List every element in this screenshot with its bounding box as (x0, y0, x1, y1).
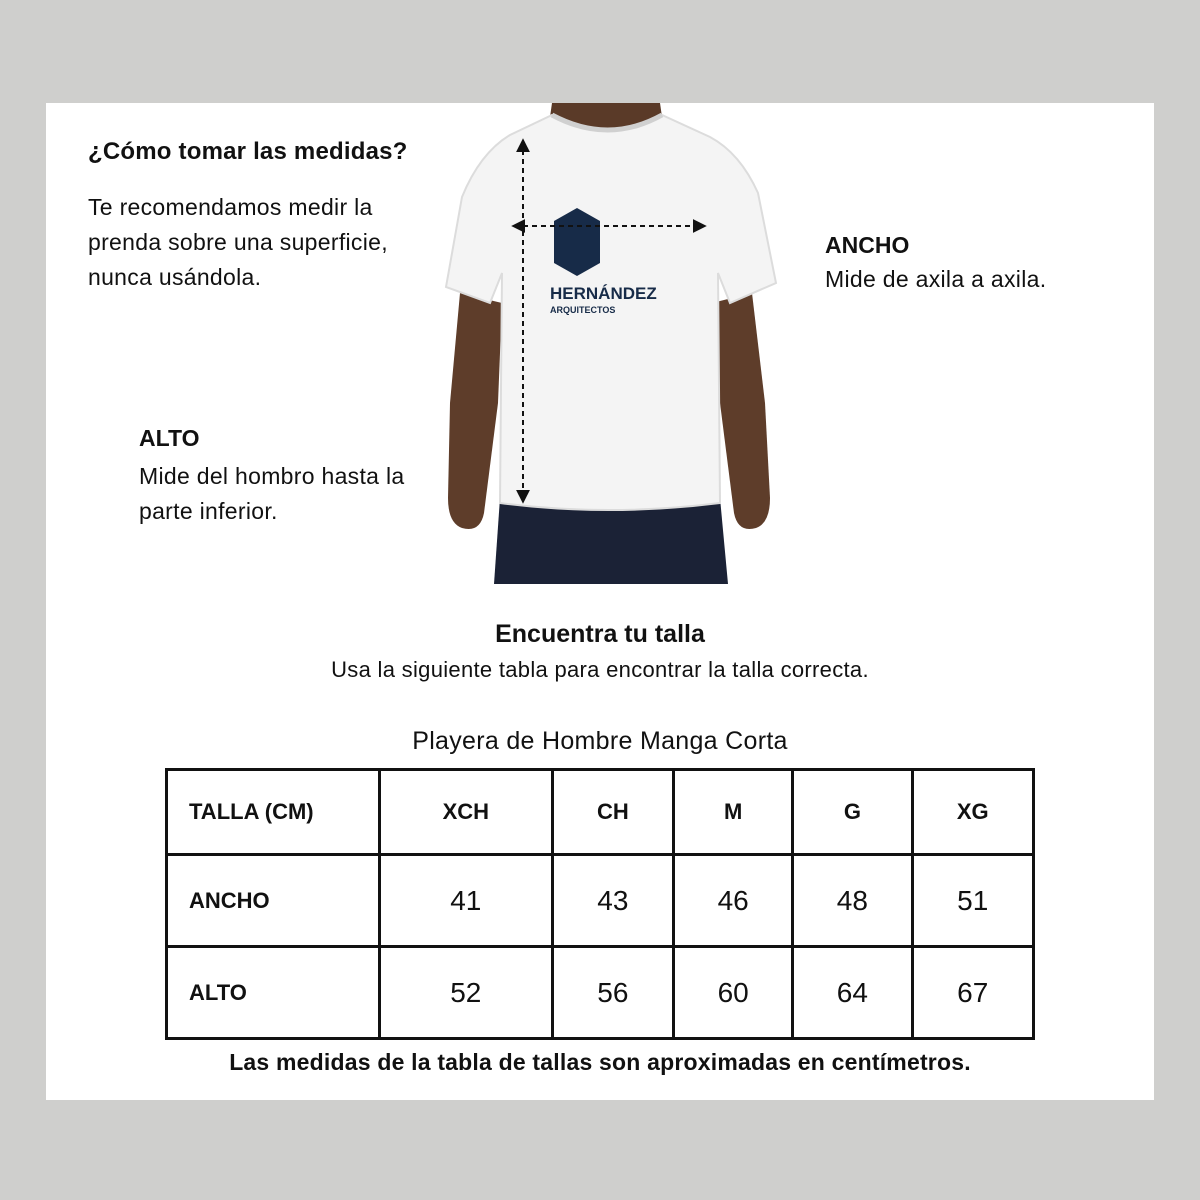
find-size-title: Encuentra tu talla (495, 620, 705, 648)
table-cell: 56 (552, 947, 673, 1039)
how-to-measure-title: ¿Cómo tomar las medidas? (88, 138, 408, 165)
table-cell: 48 (793, 855, 912, 947)
size-table (165, 768, 1035, 1040)
model-tshirt-image (440, 103, 780, 584)
size-table-caption: Playera de Hombre Manga Corta (412, 727, 788, 755)
find-size-subtitle: Usa la siguiente tabla para encontrar la talla correcta. (331, 657, 869, 682)
table-cell: 46 (674, 855, 793, 947)
table-cell: 64 (793, 947, 912, 1039)
alto-description: Mide del hombro hasta la parte inferior. (139, 463, 405, 524)
table-cell: 43 (552, 855, 673, 947)
table-cell: 51 (912, 855, 1034, 947)
header-cell-ch: CH (552, 770, 673, 855)
table-row-ancho (167, 855, 1034, 947)
table-row-alto (167, 947, 1034, 1039)
alto-title: ALTO (139, 425, 200, 451)
how-to-measure-text: Te recomendamos medir la prenda sobre una superficie, nunca usándola. (88, 194, 388, 290)
table-cell: 67 (912, 947, 1034, 1039)
table-cell: 52 (380, 947, 553, 1039)
header-cell-xg: XG (912, 770, 1034, 855)
header-cell-talla: TALLA (CM) (167, 770, 380, 855)
ancho-title: ANCHO (825, 232, 910, 258)
table-cell: 60 (674, 947, 793, 1039)
logo-subtitle: ARQUITECTOS (550, 305, 616, 315)
logo-name: HERNÁNDEZ (550, 284, 657, 303)
logo-hexagon-icon (554, 208, 600, 276)
header-cell-m: M (674, 770, 793, 855)
row-label-alto: ALTO (167, 947, 380, 1039)
header-cell-xch: XCH (380, 770, 553, 855)
table-footnote: Las medidas de la tabla de tallas son aproximadas en centímetros. (229, 1049, 971, 1075)
table-cell: 41 (380, 855, 553, 947)
ancho-description: Mide de axila a axila. (825, 266, 1047, 292)
size-table-header-row (167, 770, 1034, 855)
header-cell-g: G (793, 770, 912, 855)
row-label-ancho: ANCHO (167, 855, 380, 947)
